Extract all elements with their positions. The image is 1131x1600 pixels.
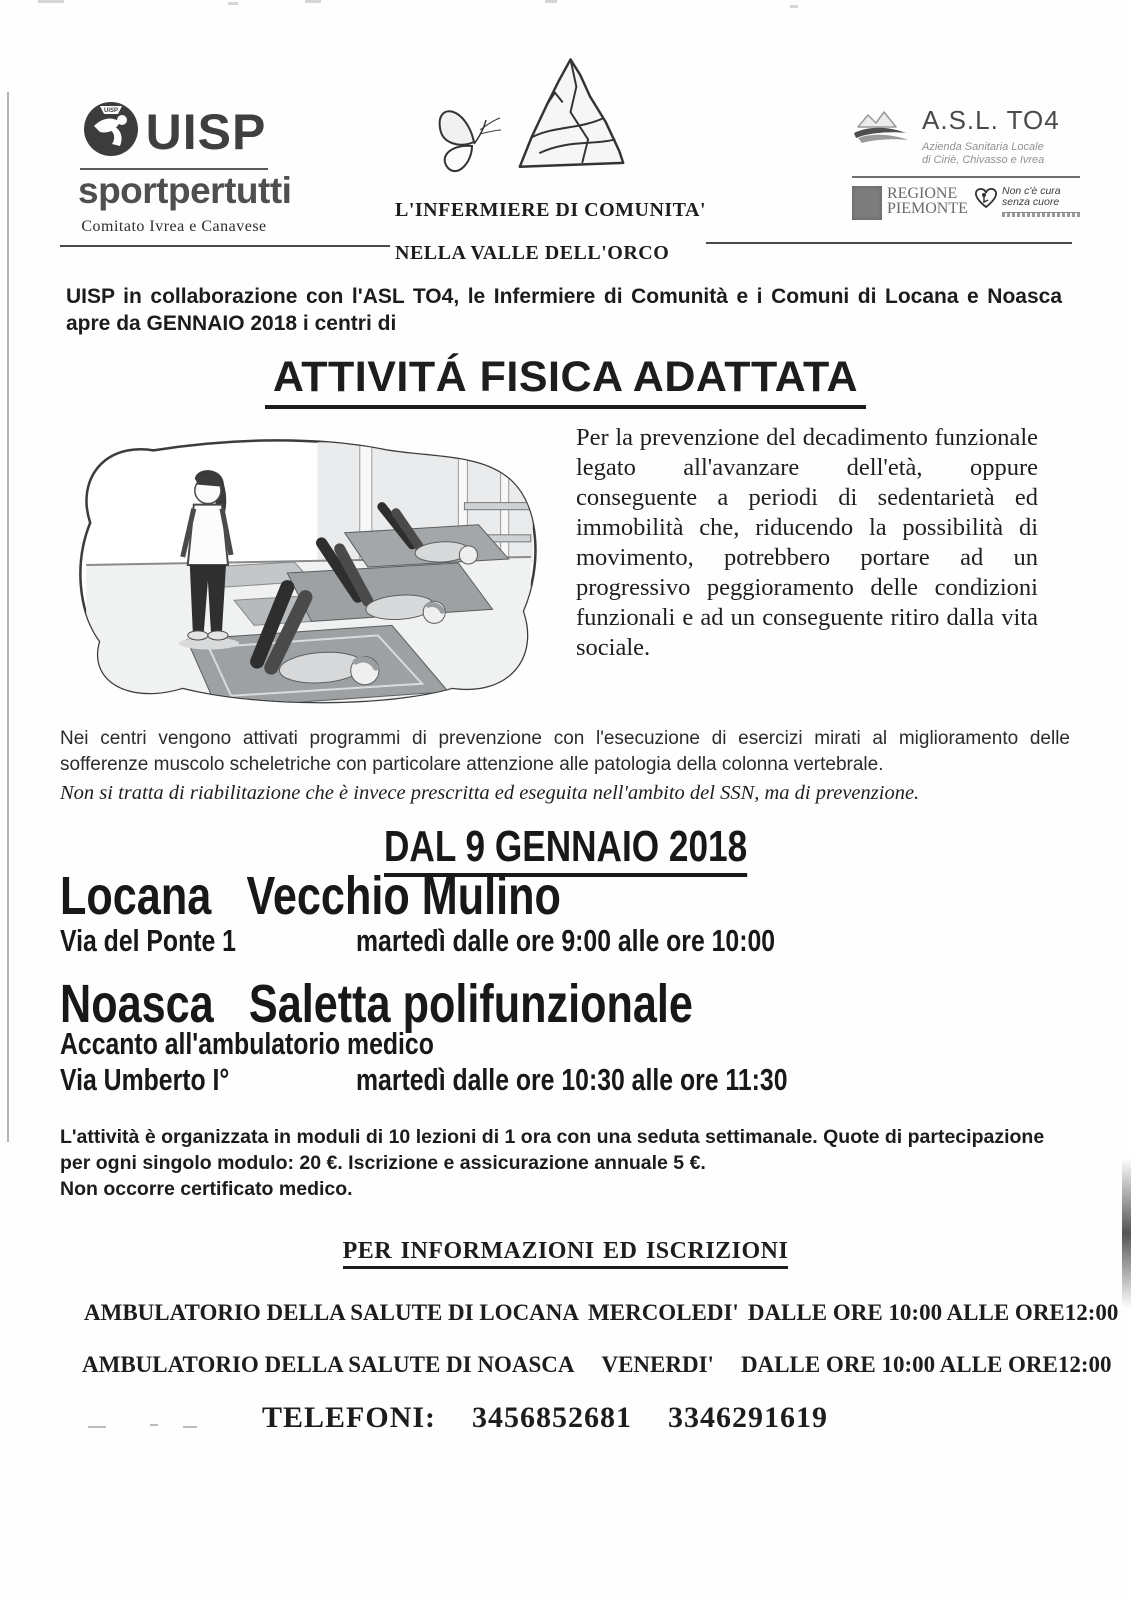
page-title: ATTIVITÁ FISICA ADATTATA <box>265 353 866 409</box>
asl-mountain-icon <box>852 106 914 153</box>
location-noasca-heading <box>60 976 693 1033</box>
uisp-wordmark: sportpertutti <box>78 170 292 211</box>
program-title-line2: NELLA VALLE DELL'ORCO <box>395 242 670 264</box>
asl-subtitle-2: di Ciriè, Chivasso e Ivrea <box>922 153 1045 166</box>
uisp-acronym: UISP <box>145 103 267 160</box>
info-place: AMBULATORIO DELLA SALUTE DI NOASCA <box>82 1352 575 1377</box>
phones-label: TELEFONI: <box>262 1401 437 1434</box>
phones-line <box>262 1401 828 1435</box>
note-noasca: Accanto all'ambulatorio medico <box>60 1026 434 1061</box>
info-heading: PER INFORMAZIONI ED ISCRIZIONI <box>343 1238 789 1269</box>
title-wrap <box>0 353 1131 409</box>
heart-slogan-line1: Non c'è cura <box>1002 184 1061 197</box>
town-noasca: Noasca <box>60 974 214 1034</box>
scan-mark <box>38 0 64 3</box>
scan-edge-line <box>7 92 9 1142</box>
phone-number-2: 3346291619 <box>668 1401 829 1434</box>
town-locana: Locana <box>60 866 212 926</box>
scan-mark <box>545 0 557 3</box>
program-title-line1: L'INFERMIERE DI COMUNITA' <box>395 199 707 221</box>
location-locana-heading <box>60 868 561 925</box>
butterfly-icon <box>430 86 502 186</box>
time-locana: martedì dalle ore 9:00 alle ore 10:00 <box>356 923 776 958</box>
main-paragraph: Per la prevenzione del decadimento funzionale legato all'avanzare dell'età, oppure conseguente a periodi di sedentarietà ed immobilità che, riducendo la possibilità di movimento, potrebbero portare ad un progressivo peggioramento delle condizioni funzionali e ad un conseguente ritiro dalla vita sociale. <box>576 424 1038 661</box>
heart-slogan-line2: senza cuore <box>1002 195 1060 208</box>
scan-mark <box>305 0 321 3</box>
region-line1: REGIONE <box>887 184 958 202</box>
exercise-illustration <box>58 414 566 716</box>
time-noasca: martedì dalle ore 10:30 alle ore 11:30 <box>356 1062 788 1097</box>
centers-paragraph: Nei centri vengono attivati programmi di prevenzione con l'esecuzione di esercizi mirati al miglioramento delle sofferenze muscolo scheletriche con particolare attenzione alle patologia della colonna vertebrale. <box>60 728 1070 775</box>
program-logo-block <box>395 46 707 265</box>
info-day: MERCOLEDI' <box>588 1300 739 1325</box>
heart-slogan-fineprint <box>1002 212 1080 217</box>
venue-locana: Vecchio Mulino <box>246 866 561 926</box>
header-rule-left <box>60 245 390 247</box>
info-time: DALLE ORE 10:00 ALLE ORE12:00 <box>740 1352 1112 1377</box>
address-locana: Via del Ponte 1 <box>60 923 236 958</box>
address-noasca: Via Umberto I° <box>60 1062 230 1097</box>
regione-piemonte-icon <box>852 186 882 220</box>
header-rule-right <box>706 242 1072 244</box>
regione-piemonte-logo <box>852 186 968 220</box>
svg-text:UISP: UISP <box>103 108 118 114</box>
info-time: DALLE ORE 10:00 ALLE ORE12:00 <box>747 1300 1119 1325</box>
pencil-mark <box>88 1426 106 1428</box>
asl-name: A.S.L. TO4 <box>922 105 1060 135</box>
participation-details <box>60 1124 1076 1202</box>
intro-paragraph: UISP in collaborazione con l'ASL TO4, le Infermiere di Comunità e i Comuni di Locana e Noasca apre da GENNAIO 2018 i centri di <box>66 285 1062 335</box>
heart-slogan-logo <box>973 186 1080 220</box>
info-row-noasca <box>82 1352 1112 1378</box>
mountain-icon <box>510 53 632 186</box>
note-italic: Non si tratta di riabilitazione che è invece prescritta ed eseguita nell'ambito del SSN, ma di prevenzione. <box>60 782 920 804</box>
pencil-mark <box>183 1426 197 1428</box>
asl-divider <box>852 176 1080 178</box>
venue-noasca: Saletta polifunzionale <box>248 974 693 1034</box>
details-line2: Non occorre certificato medico. <box>60 1178 353 1200</box>
info-heading-wrap <box>0 1238 1131 1269</box>
pencil-mark <box>150 1424 158 1426</box>
uisp-logo-block <box>78 100 292 236</box>
scan-mark <box>790 5 798 8</box>
info-day: VENERDI' <box>601 1352 714 1377</box>
region-line2: PIEMONTE <box>887 199 968 217</box>
asl-logo-block <box>852 106 1080 220</box>
uisp-athlete-icon <box>82 100 140 163</box>
phone-number-1: 3456852681 <box>472 1401 633 1434</box>
info-place: AMBULATORIO DELLA SALUTE DI LOCANA <box>84 1300 580 1325</box>
asl-subtitle-1: Azienda Sanitaria Locale <box>922 140 1044 153</box>
uisp-committee: Comitato Ivrea e Canavese <box>81 217 267 235</box>
scan-mark <box>228 2 238 5</box>
start-date-heading: DAL 9 GENNAIO 2018 <box>384 824 747 870</box>
heart-icon <box>973 186 999 215</box>
scan-shadow <box>1122 1158 1131 1308</box>
details-line1: L'attività è organizzata in moduli di 10 lezioni di 1 ora con una seduta settimanale. Quote di partecipazione per ogni singolo modulo: 20 €. Iscrizione e assicurazione annuale 5 €. <box>60 1126 1045 1174</box>
info-row-locana <box>84 1300 1118 1326</box>
